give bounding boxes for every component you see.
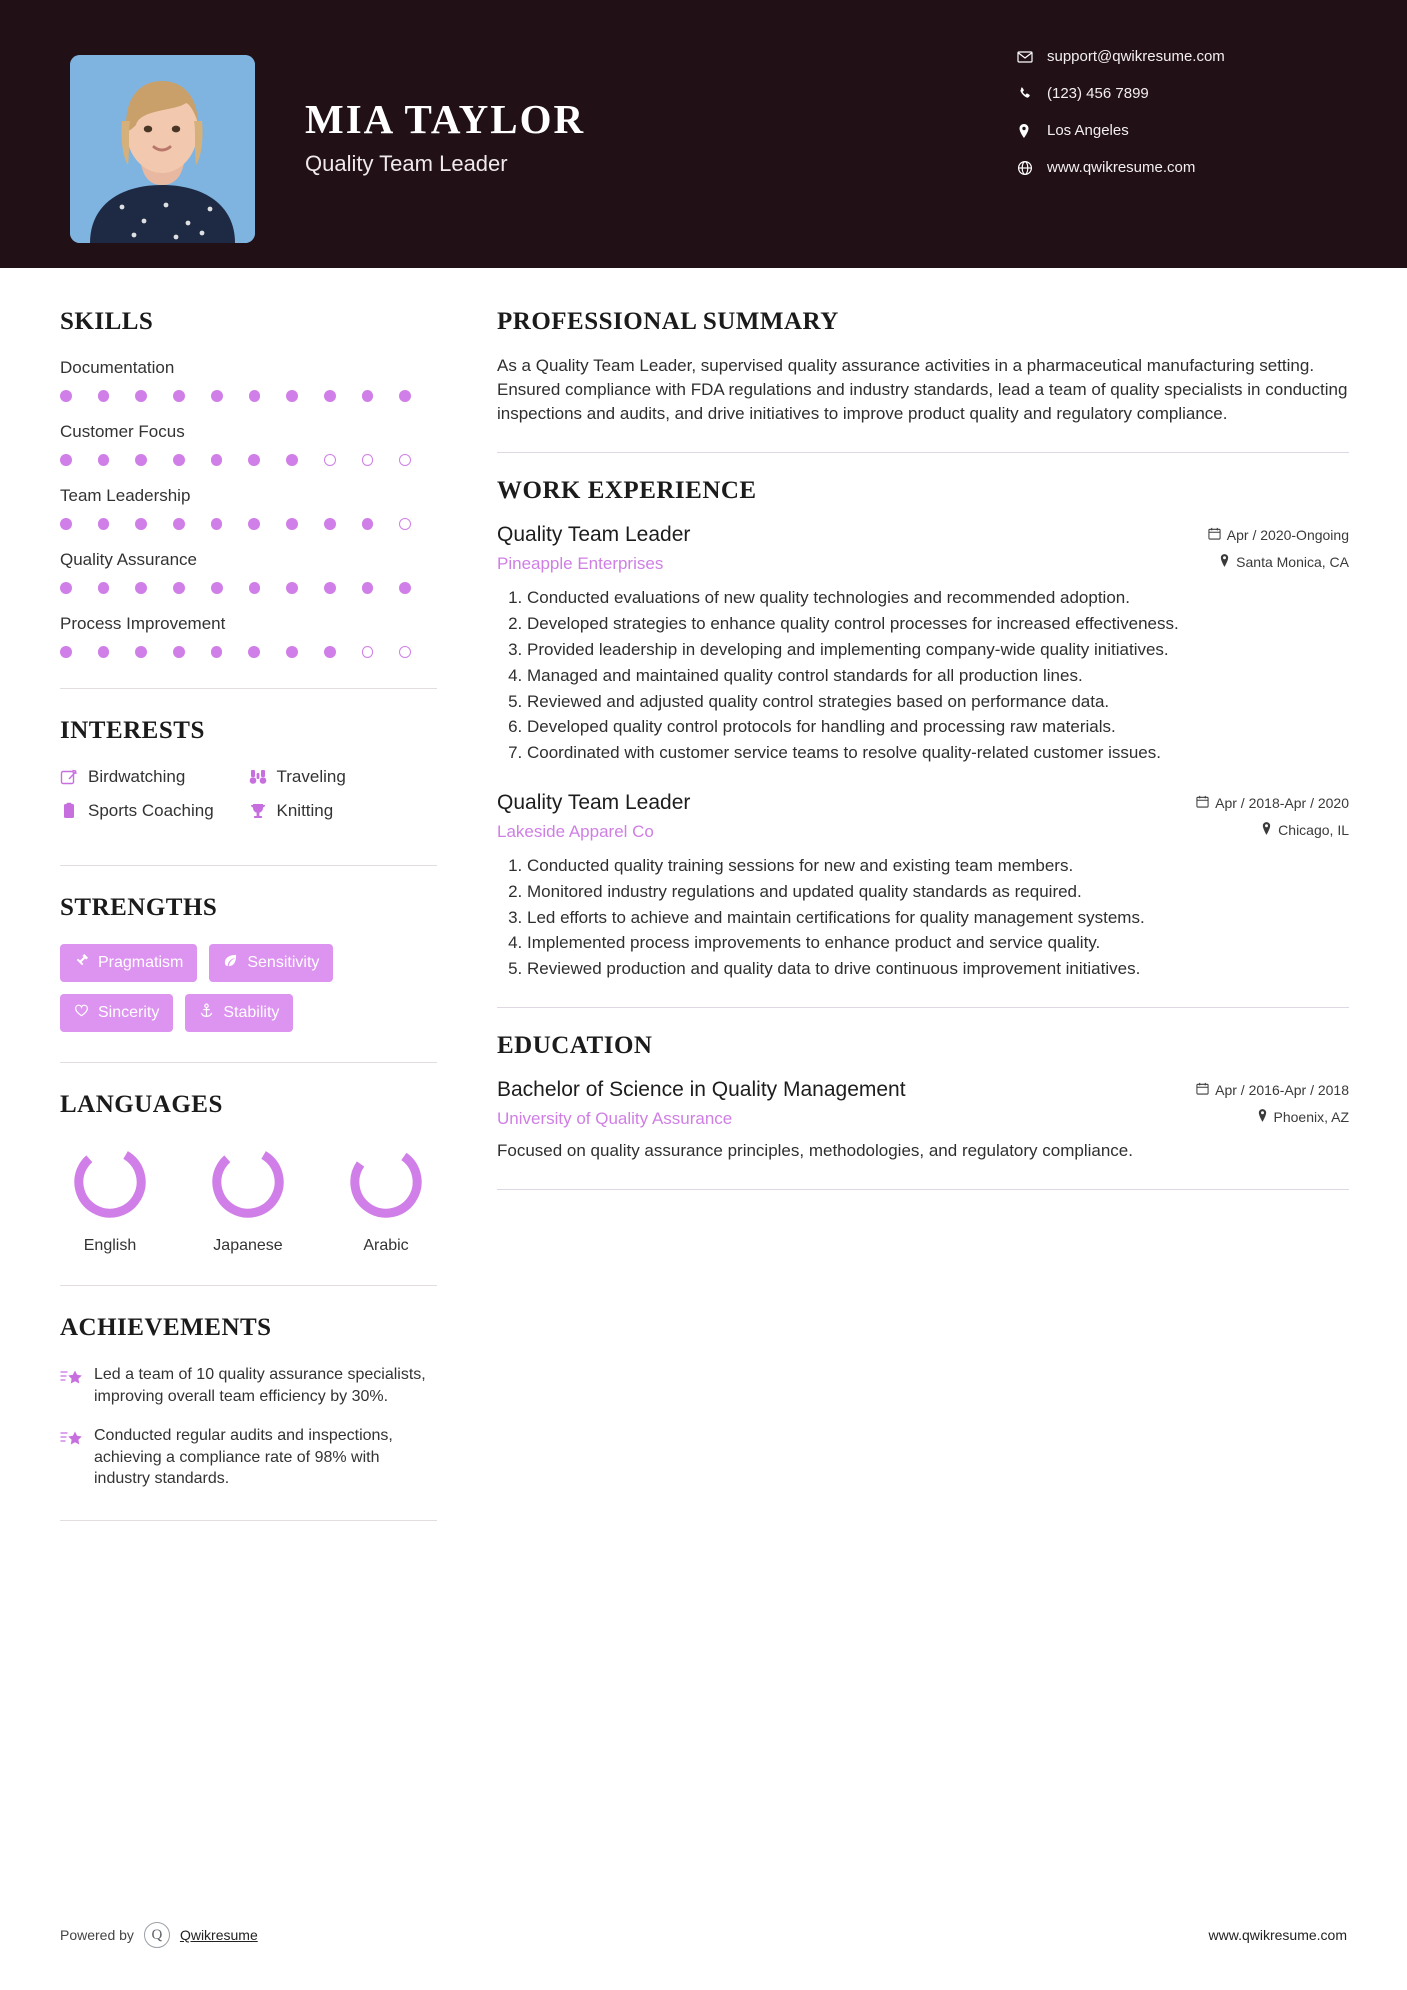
job-bullets bbox=[497, 854, 1349, 981]
skill-item bbox=[60, 550, 437, 594]
interest-label: Traveling bbox=[276, 767, 346, 786]
achievements-list bbox=[60, 1364, 437, 1490]
summary-text: As a Quality Team Leader, supervised quality assurance activities in a pharmaceutical manufacturing setting. Ensured compliance with FDA regulations and industry standards, lead a team of quality specialists in conducting inspections and audits, and drive initiatives to improve product quality and regulatory compliance. bbox=[497, 356, 1348, 424]
resume-header bbox=[0, 0, 1407, 268]
language-progress-ring bbox=[69, 1141, 151, 1223]
calendar-icon bbox=[1196, 795, 1209, 811]
skill-label: Documentation bbox=[60, 358, 175, 377]
achievement-text: Led a team of 10 quality assurance specialists, improving overall team efficiency by 30%. bbox=[94, 1366, 426, 1405]
binoculars-icon bbox=[249, 768, 267, 786]
education-item bbox=[497, 1078, 1349, 1163]
strength-chip bbox=[209, 944, 333, 982]
skill-label: Quality Assurance bbox=[60, 550, 198, 569]
job-bullet: 7. Coordinated with customer service teams to resolve quality-related customer issues. bbox=[527, 741, 1349, 765]
interest-item bbox=[249, 801, 438, 821]
achievements-heading: ACHIEVEMENTS bbox=[60, 1314, 272, 1341]
job-bullet: 2. Developed strategies to enhance quality control processes for increased effectiveness. bbox=[527, 612, 1349, 636]
job-role: Quality Team Leader bbox=[497, 523, 691, 547]
footer bbox=[0, 1922, 1407, 1948]
language-label: Japanese bbox=[213, 1237, 283, 1254]
interest-label: Knitting bbox=[276, 801, 334, 820]
divider bbox=[497, 452, 1349, 453]
qwikresume-logo-icon bbox=[144, 1922, 170, 1948]
clipboard-icon bbox=[60, 802, 78, 820]
strength-label: Sincerity bbox=[98, 1004, 160, 1021]
job-company: Pineapple Enterprises bbox=[497, 554, 664, 574]
skill-label: Customer Focus bbox=[60, 422, 185, 441]
star-badge-icon bbox=[60, 1425, 94, 1490]
sidebar bbox=[0, 268, 497, 1549]
job-bullet: 4. Implemented process improvements to enhance product and service quality. bbox=[527, 931, 1349, 955]
interest-label: Birdwatching bbox=[88, 767, 186, 786]
strength-chip bbox=[60, 994, 173, 1032]
star-badge-icon bbox=[60, 1364, 94, 1407]
language-item bbox=[336, 1141, 436, 1255]
experience-item bbox=[497, 791, 1349, 981]
strength-label: Pragmatism bbox=[98, 954, 184, 971]
achievement-text: Conducted regular audits and inspections, achieving a compliance rate of 98% with industry standards. bbox=[94, 1427, 393, 1488]
leaf-icon bbox=[223, 953, 238, 973]
interest-item bbox=[249, 767, 438, 787]
main-content bbox=[497, 268, 1407, 1549]
skills-list bbox=[60, 358, 437, 658]
trophy-icon bbox=[249, 802, 267, 820]
achievement-item bbox=[60, 1425, 437, 1490]
contact-website[interactable] bbox=[1017, 159, 1347, 176]
interests-list bbox=[60, 767, 437, 835]
job-location bbox=[1208, 554, 1349, 570]
job-dates-text: Apr / 2018-Apr / 2020 bbox=[1215, 794, 1349, 811]
achievement-item bbox=[60, 1364, 437, 1407]
email-icon bbox=[1017, 49, 1047, 65]
contact-location bbox=[1017, 122, 1347, 139]
contact-email[interactable] bbox=[1017, 48, 1347, 65]
skill-label: Team Leadership bbox=[60, 486, 191, 505]
language-label: English bbox=[83, 1237, 137, 1254]
skill-rating bbox=[60, 646, 437, 658]
interests-heading: INTERESTS bbox=[60, 717, 205, 744]
language-label: Arabic bbox=[363, 1237, 409, 1254]
powered-by-label: Powered by bbox=[60, 1927, 134, 1943]
calendar-icon bbox=[1208, 527, 1221, 543]
job-dates bbox=[1208, 527, 1349, 543]
divider bbox=[60, 1520, 437, 1521]
skill-label: Process Improvement bbox=[60, 614, 226, 633]
job-dates-text: Apr / 2020-Ongoing bbox=[1226, 527, 1349, 544]
strength-chip bbox=[185, 994, 293, 1032]
strengths-list bbox=[60, 944, 437, 1032]
skill-rating bbox=[60, 454, 437, 466]
divider bbox=[497, 1189, 1349, 1190]
phone-icon bbox=[1017, 86, 1047, 102]
skill-rating bbox=[60, 390, 437, 402]
job-bullet: 4. Managed and maintained quality control standards for all production lines. bbox=[527, 664, 1349, 688]
location-pin-icon bbox=[1261, 822, 1272, 838]
strength-chip bbox=[60, 944, 197, 982]
anchor-icon bbox=[199, 1003, 214, 1023]
job-role: Quality Team Leader bbox=[497, 790, 691, 814]
hammer-icon bbox=[74, 953, 89, 973]
education-location-text: Phoenix, AZ bbox=[1273, 1108, 1349, 1125]
contact-email-text: support@qwikresume.com bbox=[1047, 48, 1225, 65]
summary-heading: PROFESSIONAL SUMMARY bbox=[497, 308, 839, 335]
contact-location-text: Los Angeles bbox=[1047, 122, 1129, 139]
interest-item bbox=[60, 801, 249, 821]
job-bullet: 3. Provided leadership in developing and implementing company-wide quality initiatives. bbox=[527, 638, 1349, 662]
globe-icon bbox=[1017, 160, 1047, 176]
header-job-title: Quality Team Leader bbox=[305, 151, 508, 176]
job-company: Lakeside Apparel Co bbox=[497, 821, 654, 841]
avatar bbox=[70, 55, 255, 243]
job-bullet: 1. Conducted evaluations of new quality technologies and recommended adoption. bbox=[527, 586, 1349, 610]
heart-icon bbox=[74, 1003, 89, 1023]
education-heading: EDUCATION bbox=[497, 1031, 653, 1059]
location-icon bbox=[1017, 123, 1047, 139]
bird-icon bbox=[60, 768, 78, 786]
education-dates bbox=[1196, 1082, 1349, 1098]
divider bbox=[60, 1062, 437, 1063]
job-location bbox=[1196, 822, 1349, 838]
interest-item bbox=[60, 767, 249, 787]
location-pin-icon bbox=[1257, 1109, 1268, 1125]
location-pin-icon bbox=[1219, 554, 1230, 570]
skill-item bbox=[60, 614, 437, 658]
experience-item bbox=[497, 523, 1349, 765]
language-progress-ring bbox=[345, 1141, 427, 1223]
skills-heading: SKILLS bbox=[60, 308, 154, 335]
strength-label: Stability bbox=[223, 1004, 280, 1021]
strengths-heading: STRENGTHS bbox=[60, 894, 218, 921]
job-location-text: Santa Monica, CA bbox=[1236, 554, 1349, 571]
contact-list bbox=[1017, 48, 1347, 196]
job-bullet: 6. Developed quality control protocols for handling and processing raw materials. bbox=[527, 715, 1349, 739]
divider bbox=[60, 688, 437, 689]
language-item bbox=[60, 1141, 160, 1255]
avatar-photo bbox=[70, 55, 255, 243]
divider bbox=[60, 865, 437, 866]
calendar-icon bbox=[1196, 1082, 1209, 1098]
languages-heading: LANGUAGES bbox=[60, 1091, 223, 1118]
job-bullet: 5. Reviewed production and quality data to drive continuous improvement initiatives. bbox=[527, 957, 1349, 981]
logo-initial: Q bbox=[151, 1926, 163, 1943]
skill-rating bbox=[60, 518, 437, 530]
strength-label: Sensitivity bbox=[247, 954, 320, 971]
skill-item bbox=[60, 358, 437, 402]
divider bbox=[60, 1285, 437, 1286]
education-dates-text: Apr / 2016-Apr / 2018 bbox=[1215, 1081, 1349, 1098]
language-item bbox=[198, 1141, 298, 1255]
education-description: Focused on quality assurance principles, methodologies, and regulatory compliance. bbox=[497, 1140, 1133, 1160]
powered-by bbox=[60, 1922, 258, 1948]
job-bullet: 2. Monitored industry regulations and updated quality standards as required. bbox=[527, 880, 1349, 904]
education-degree: Bachelor of Science in Quality Management bbox=[497, 1077, 906, 1101]
skill-rating bbox=[60, 582, 437, 594]
divider bbox=[497, 1007, 1349, 1008]
skill-item bbox=[60, 486, 437, 530]
interest-label: Sports Coaching bbox=[88, 801, 214, 820]
job-bullet: 1. Conducted quality training sessions for new and existing team members. bbox=[527, 854, 1349, 878]
job-bullet: 3. Led efforts to achieve and maintain certifications for quality management systems. bbox=[527, 906, 1349, 930]
education-location bbox=[1196, 1109, 1349, 1125]
languages-list bbox=[60, 1141, 437, 1255]
education-school: University of Quality Assurance bbox=[497, 1108, 733, 1128]
skill-item bbox=[60, 422, 437, 466]
footer-website[interactable]: www.qwikresume.com bbox=[1208, 1927, 1347, 1943]
experience-heading: WORK EXPERIENCE bbox=[497, 477, 757, 505]
contact-phone[interactable] bbox=[1017, 85, 1347, 102]
page-title: MIA TAYLOR bbox=[305, 96, 586, 142]
job-bullets bbox=[497, 586, 1349, 765]
qwikresume-link[interactable]: Qwikresume bbox=[179, 1927, 258, 1943]
job-dates bbox=[1196, 795, 1349, 811]
name-block bbox=[305, 95, 585, 177]
language-progress-ring bbox=[207, 1141, 289, 1223]
resume-body bbox=[0, 268, 1407, 1549]
job-bullet: 5. Reviewed and adjusted quality control strategies based on performance data. bbox=[527, 690, 1349, 714]
contact-website-text: www.qwikresume.com bbox=[1047, 159, 1196, 176]
job-location-text: Chicago, IL bbox=[1278, 821, 1349, 838]
contact-phone-text: (123) 456 7899 bbox=[1047, 85, 1149, 102]
